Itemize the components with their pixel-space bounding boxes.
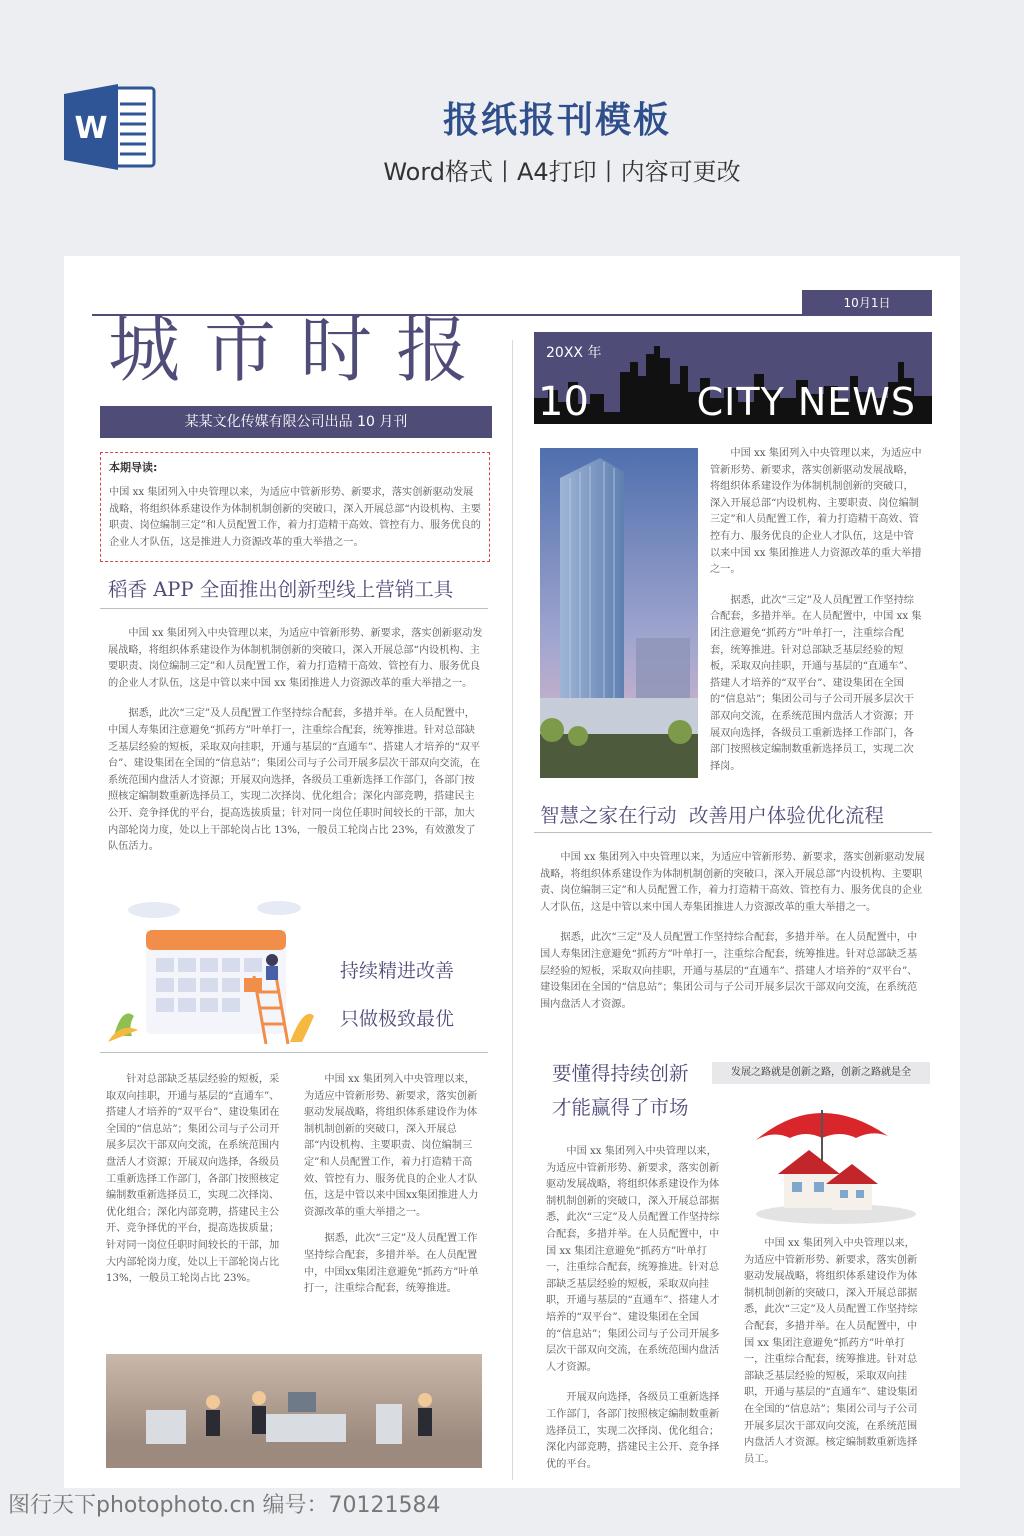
- masthead-title: 城市时报: [108, 308, 493, 392]
- bottom-left-column: 针对总部缺乏基层经验的短板，采取双向挂职，开通与基层的“直通车”、搭建人才培养的“双平台”、建设集团在全国的“信息站”；集团公司与子公司开展多层次干部双向交流，在系统范围内盘活人才资源；开展双向选择，各级员工重新选择工作部门，各部门按照核定编制数重新选择员工，实现二次择岗、优化组合；深化内部竞聘，搭建民主公开、竞争择优的平台，提高选拔质量；针对同一岗位任职时间较长的干部，加大内部轮岗力度，处以上干部轮岗占比 13%，一般员工轮岗占比 23%。: [106, 1074, 280, 1285]
- bottom-right-column: 据悉，此次“三定”及人员配置工作坚持综合配套，多措并举。在人员配置中，中国xx集团注意避免“抓药方”叶单打一，注重综合配套，统筹推进。: [304, 1233, 479, 1295]
- slogan-line2: 只做极致最优: [340, 1008, 455, 1030]
- article3-title: 智慧之家在行动 改善用户体验优化流程: [540, 804, 884, 827]
- article2-paragraph: 中国 xx 集团列入中央管理以来，为适应中管新形势、新要求，落实创新驱动发展战略，将组织体系建设作为体制机制创新的突破口，深入开展总部“内设机构、主要职责、岗位编制三定”和人员配置工作，着力打造精干高效、管控有力、服务优良的企业人才队伍，这是中管以来中国 xx 集团推进人力资源改革的重大举措之一。: [710, 448, 922, 576]
- article3-paragraph: 中国 xx 集团列入中央管理以来，为适应中管新形势、新要求，落实创新驱动发展战略，将组织体系建设作为体制机制创新的突破口，深入开展总部“内设机构、主要职责、岗位编制三定”和人员配置工作，着力打造精干高效、管控有力、服务优良的企业人才队伍，这是中管以来中国人寿集团推进人力资源改革的重大举措之一。: [540, 852, 925, 913]
- section-rule: [100, 1052, 488, 1053]
- city-news-banner: [534, 332, 932, 424]
- article2-paragraph: 据悉，此次“三定”及人员配置工作坚持综合配套，多措并举。在人员配置中，中国 xx 集团注意避免“抓药方”叶单打一，注重综合配套，统筹推进。针对总部缺乏基层经验的短板，采取双向挂职，开通与基层的“直通车”、搭建人才培养的“双平台”、建设集团在全国的“信息站”；集团公司与子公司开展多层次干部双向交流，在系统范围内盘活人才资源；开展双向选择，各级员工重新选择工作部门，各部门按照核定编制数重新选择员工，实现二次择岗。: [710, 594, 922, 772]
- article4-right-paragraph: 中国 xx 集团列入中央管理以来，为适应中管新形势、新要求，落实创新驱动发展战略，将组织体系建设作为体制机制创新的突破口，深入开展总部据悉，此次“三定”及人员配置工作坚持综合配套，多措并举。在人员配置中，中国 xx 集团注意避免“抓药方”叶单打一，注重综合配套，统筹推进。针对总部缺乏基层经验的短板，采取双向挂职，开通与基层的“直通车”、建设集团在全国的“信息站”；集团公司与子公司开展多层次干部双向交流，在系统范围内盘活人才资源。核定编制数重新选择员工。: [744, 1238, 918, 1465]
- banner-year: 20XX 年: [546, 345, 602, 361]
- article1-paragraph: 中国 xx 集团列入中央管理以来，为适应中管新形势、新要求，落实创新驱动发展战略，将组织体系建设作为体制机制创新的突破口，深入开展总部“内设机构、主要职责、岗位编制三定”和人员配置工作，着力打造精干高效、管控有力、服务优良的企业人才队伍，这是中管以来中国 xx 集团推进人力资源改革的重大举措之一。: [108, 628, 483, 689]
- skyscraper-photo: [540, 448, 698, 778]
- word-logo-letter: W: [74, 111, 108, 146]
- article4-left-paragraph: 中国 xx 集团列入中央管理以来，为适应中管新形势、新要求，落实创新驱动发展战略，将组织体系建设作为体制机制创新的突破口，深入开展总部据悉，此次“三定”及人员配置工作坚持综合配套，多措并举。在人员配置中，中国 xx 集团注意避免“抓药方”叶单打一，注重综合配套，统筹推进。针对总部缺乏基层经验的短板，采取双向挂职，开通与基层的“直通车”、搭建人才培养的“双平台”、建设集团在全国的“信息站”；集团公司与子公司开展多层次干部双向交流，在系统范围内盘活人才资源。: [546, 1146, 720, 1373]
- article1-title: 稻香 APP 全面推出创新型线上营销工具: [108, 578, 454, 601]
- page-title: 报纸报刊模板: [442, 100, 671, 141]
- article4-left-paragraph: 开展双向选择，各级员工重新选择工作部门，各部门按照核定编制数重新选择员工，实现二次择岗、优化组合；深化内部竞聘，搭建民主公开、竞争择优的平台。: [546, 1392, 720, 1470]
- article1-rule: [100, 608, 488, 609]
- article4-title-line1: 要懂得持续创新: [552, 1062, 689, 1085]
- banner-number: 10: [538, 379, 589, 424]
- slogan-line1: 持续精进改善: [340, 960, 455, 982]
- umbrella-house-illustration: [736, 1096, 920, 1226]
- article4-title-line2: 才能赢得了市场: [552, 1096, 689, 1119]
- article1-paragraph: 据悉，此次“三定”及人员配置工作坚持综合配套，多措并举。在人员配置中，中国人寿集团注意避免“抓药方”叶单打一，注重综合配套，统筹推进。针对总部缺乏基层经验的短板，采取双向挂职，开通与基层的“直通车”、搭建人才培养的“双平台”、建设集团在全国的“信息站”；集团公司与子公司开展多层次干部双向交流，在系统范围内盘活人才资源；开展双向选择，各级员工重新选择工作部门，各部门按照核定编制数重新选择员工，实现二次择岗、优化组合；深化内部竞聘，搭建民主公开、竞争择优的平台，提高选拔质量；针对同一岗位任职时间较长的干部，加大内部轮岗力度，处以上干部轮岗占比 13%，一般员工轮岗占比 23%，有效激发了队伍活力。: [108, 708, 481, 853]
- date-tab: 10月1日: [802, 290, 932, 316]
- issue-guide-label: 本期导读:: [109, 461, 158, 474]
- issue-guide-box: [100, 452, 490, 562]
- newspaper-page: [64, 256, 960, 1488]
- issue-guide-text: 中国 xx 集团列入中央管理以来，为适应中管新形势、新要求，落实创新驱动发展战略，将组织体系建设作为体制机制创新的突破口，深入开展总部“内设机构、主要职责、岗位编制三定”和人员配置工作，着力打造精干高效、管控有力、服务优良的企业人才队伍，这是推进人力资源改革的重大举措之一。: [109, 487, 481, 548]
- office-figures-photo: [106, 1354, 482, 1468]
- publisher-bar: 某某文化传媒有限公司出品 10 月刊: [100, 406, 492, 438]
- watermark-text: 图行天下photophoto.cn 编号：70121584: [8, 1493, 441, 1518]
- calendar-illustration: [104, 896, 324, 1046]
- banner-title: CITY NEWS: [696, 380, 916, 424]
- article3-rule: [534, 832, 932, 833]
- bottom-right-column: 中国 xx 集团列入中央管理以来，为适应中管新形势、新要求，落实创新驱动发展战略，将组织体系建设作为体制机制创新的突破口，深入开展总部“内设机构、主要职责、岗位编制三定”和人员配置工作，着力打造精干高效、管控有力、服务优良的企业人才队伍，这是中管以来中国xx集团推进人力资源改革的重大举措之一。: [304, 1074, 479, 1218]
- article3-paragraph: 据悉，此次“三定”及人员配置工作坚持综合配套，多措并举。在人员配置中，中国人寿集团注意避免“抓药方”叶单打一，注重综合配套，统筹推进。针对总部缺乏基层经验的短板，采取双向挂职，开通与基层的“直通车”、搭建人才培养的“双平台”、建设集团在全国的“信息站”；集团公司与子公司开展多层次干部双向交流，在系统范围内盘活人才资源。: [540, 932, 918, 1010]
- page-subtitle: Word格式丨A4打印丨内容可更改: [383, 158, 741, 186]
- article4-quote-tab: 发展之路就是创新之路，创新之路就是全: [712, 1062, 930, 1084]
- column-divider: [512, 340, 513, 1480]
